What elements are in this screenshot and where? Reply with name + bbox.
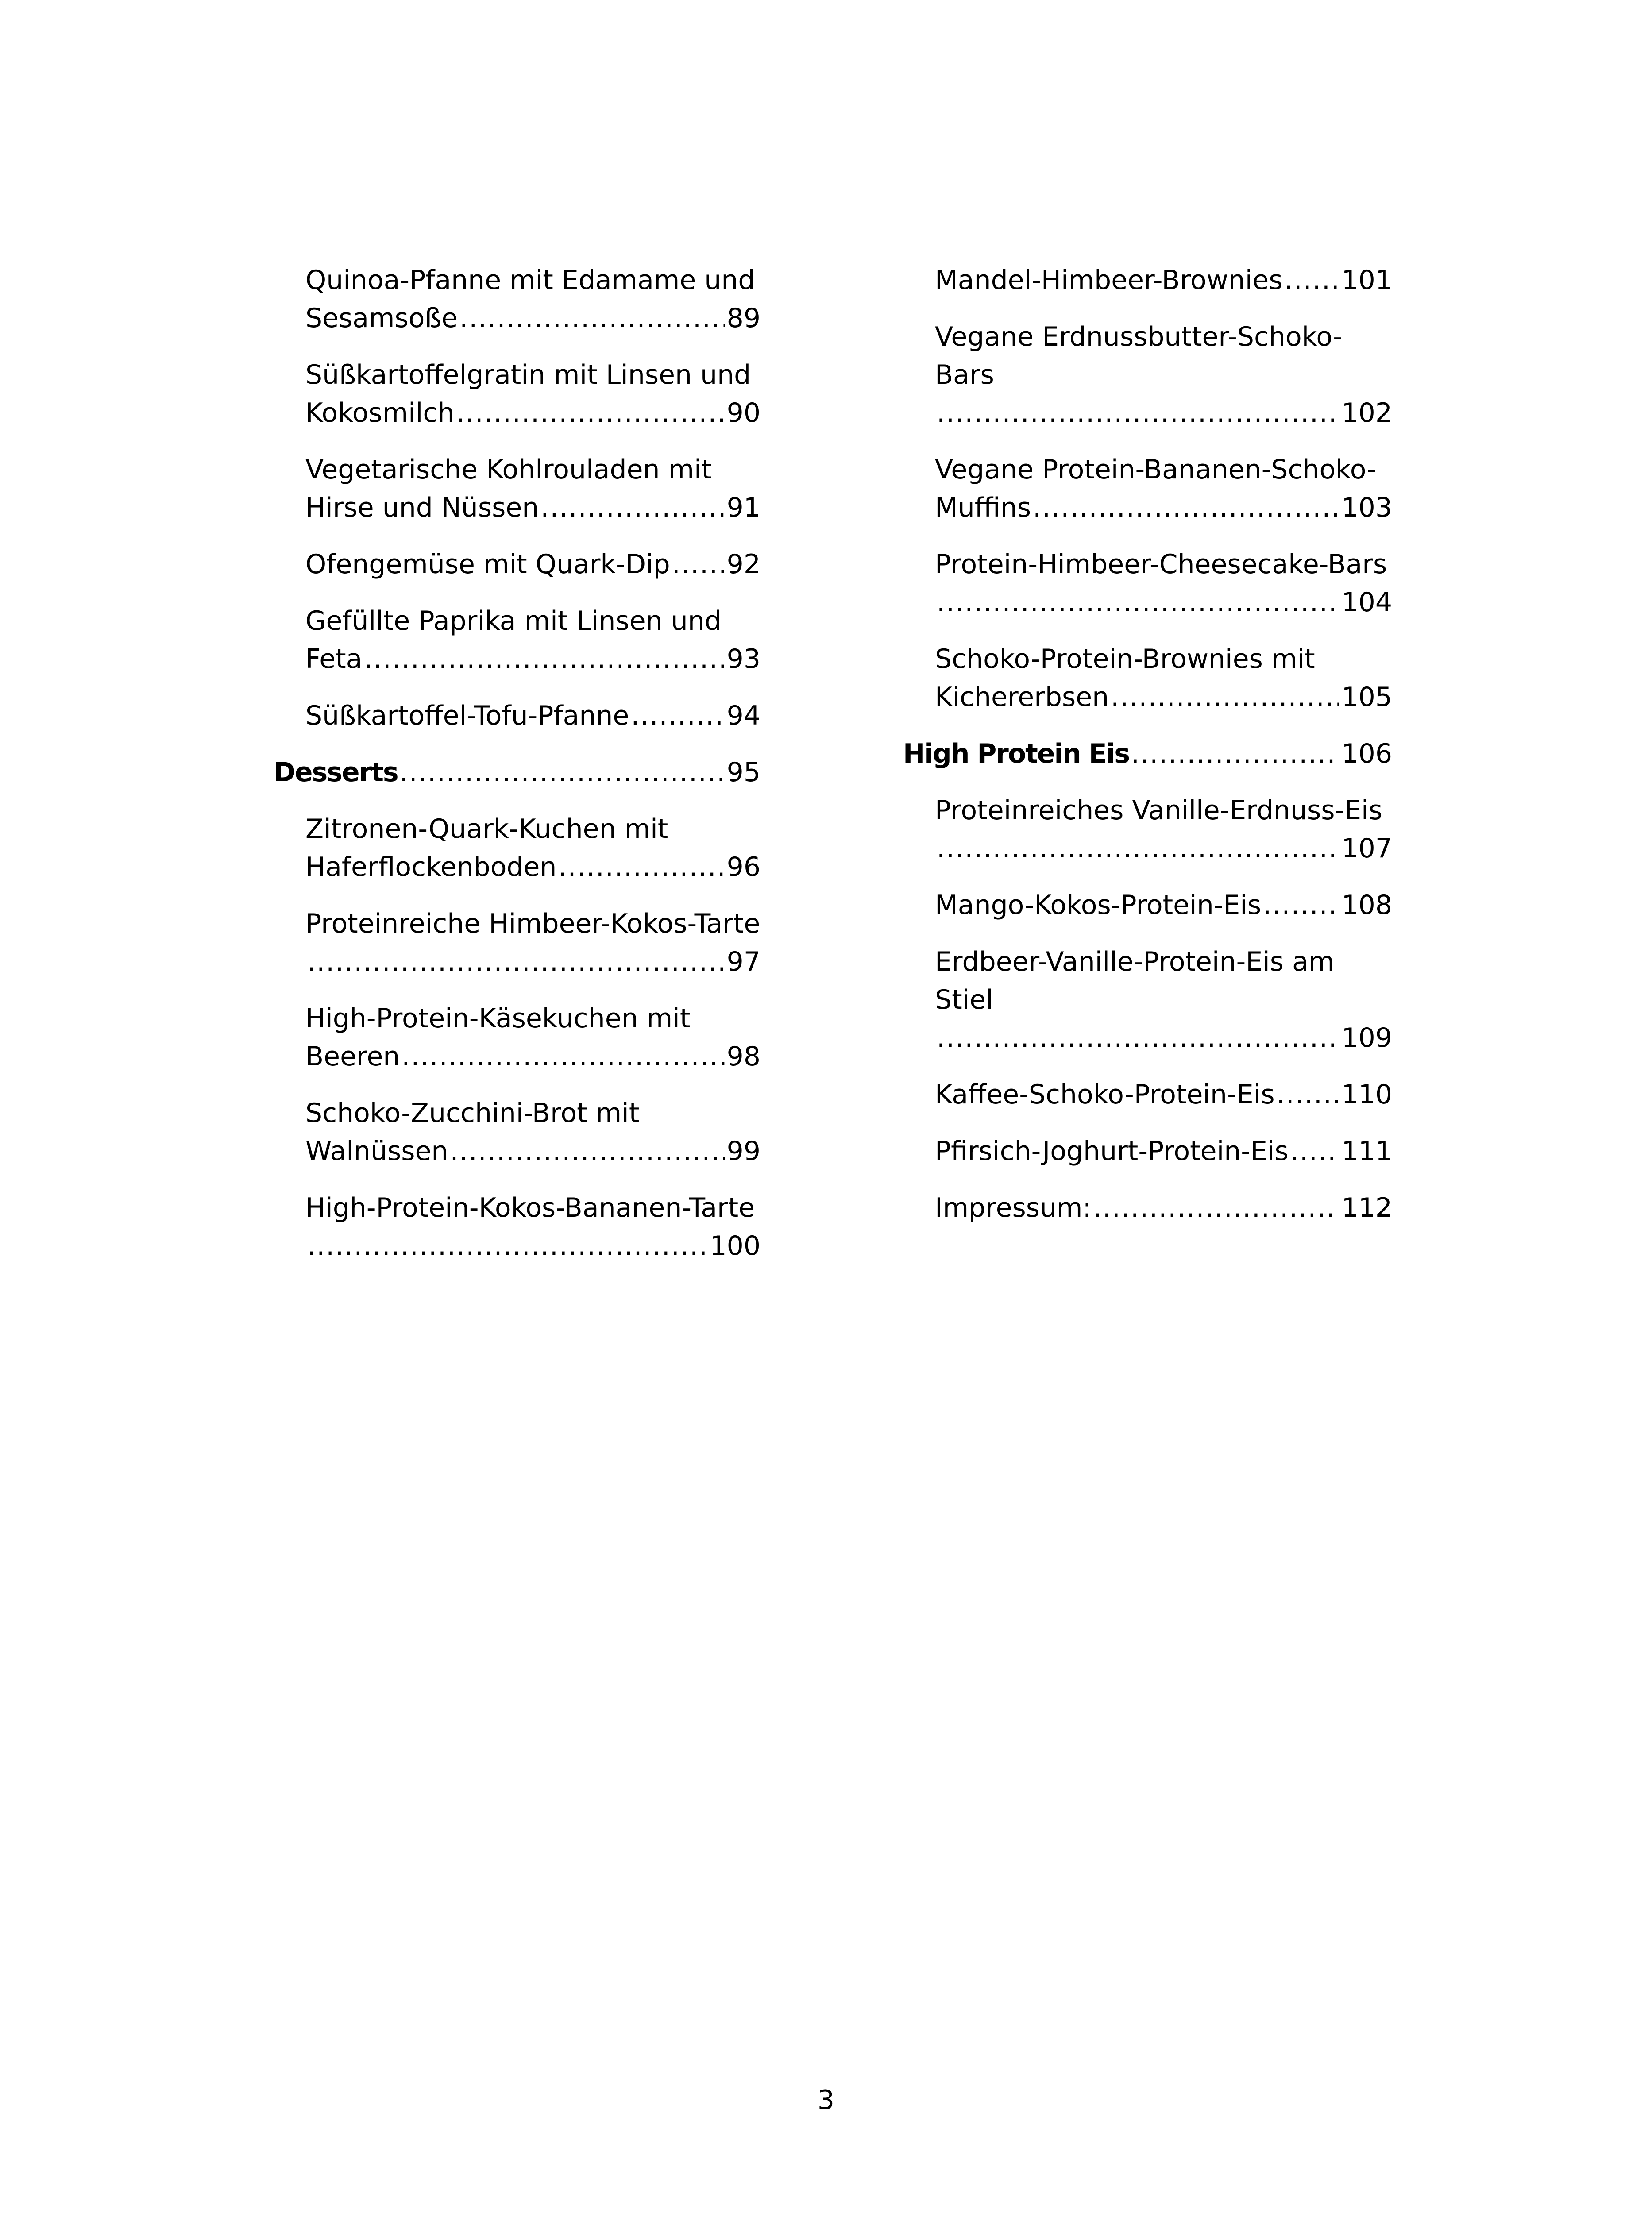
leader-dots bbox=[937, 829, 1339, 867]
toc-entry[interactable] bbox=[903, 545, 1392, 621]
toc-entry-title-cont: Kichererbsen bbox=[935, 682, 1109, 713]
toc-entry-title: Impressum: bbox=[935, 1192, 1092, 1223]
toc-page-number: 107 bbox=[1341, 833, 1392, 864]
toc-entry-title: Protein-Himbeer-Cheesecake-Bars bbox=[935, 549, 1387, 580]
leader-dots bbox=[1131, 735, 1340, 773]
toc-entry-title: Proteinreiches Vanille-Erdnuss-Eis bbox=[935, 795, 1382, 826]
toc-page-number: 104 bbox=[1341, 587, 1392, 618]
toc-entry-title: Vegetarische Kohlrouladen mit bbox=[305, 454, 712, 485]
toc-entry-title: Vegane Protein-Bananen-Schoko- bbox=[935, 454, 1377, 485]
leader-dots bbox=[1111, 678, 1339, 716]
leader-dots bbox=[1263, 886, 1339, 924]
leader-dots bbox=[1290, 1132, 1340, 1170]
toc-entry[interactable] bbox=[903, 943, 1392, 1057]
toc-entry-title: Proteinreiche Himbeer-Kokos-Tarte bbox=[305, 908, 760, 939]
toc-entry[interactable] bbox=[274, 545, 760, 583]
toc-entry-title-cont: Feta bbox=[305, 644, 363, 675]
toc-page-number: 95 bbox=[726, 757, 760, 788]
leader-dots bbox=[450, 1132, 725, 1170]
toc-page-number: 89 bbox=[726, 303, 760, 334]
leader-dots bbox=[1285, 261, 1340, 299]
toc-entry-title-cont: Beeren bbox=[305, 1041, 400, 1072]
toc-section-entry[interactable] bbox=[903, 735, 1392, 773]
leader-dots bbox=[631, 697, 725, 735]
toc-page-number: 110 bbox=[1341, 1079, 1392, 1110]
page-number: 3 bbox=[817, 2085, 835, 2116]
toc-entry-title: Kaffee-Schoko-Protein-Eis bbox=[935, 1079, 1275, 1110]
toc-entry[interactable] bbox=[274, 261, 760, 337]
toc-entry-title-cont: Kokosmilch bbox=[305, 397, 455, 428]
toc-entry-title: Mango-Kokos-Protein-Eis bbox=[935, 890, 1262, 921]
leader-dots bbox=[937, 1019, 1339, 1057]
toc-page-number: 99 bbox=[726, 1136, 760, 1167]
toc-page-number: 109 bbox=[1341, 1022, 1392, 1053]
toc-entry[interactable] bbox=[903, 1132, 1392, 1170]
toc-entry[interactable] bbox=[274, 602, 760, 678]
toc-entry[interactable] bbox=[903, 886, 1392, 924]
toc-entry[interactable] bbox=[274, 999, 760, 1076]
leader-dots bbox=[1033, 489, 1339, 527]
toc-entry-title: High-Protein-Kokos-Bananen-Tarte bbox=[305, 1192, 755, 1223]
toc-entry[interactable] bbox=[903, 451, 1392, 527]
leader-dots bbox=[364, 640, 725, 678]
toc-page-number: 108 bbox=[1341, 890, 1392, 921]
toc-entry-title-cont: Muffins bbox=[935, 492, 1031, 523]
leader-dots bbox=[937, 394, 1339, 432]
leader-dots bbox=[937, 583, 1339, 621]
toc-entry-title: Zitronen-Quark-Kuchen mit bbox=[305, 813, 668, 844]
leader-dots bbox=[456, 394, 725, 432]
toc-entry-title-cont: Haferflockenboden bbox=[305, 852, 557, 883]
toc-entry[interactable] bbox=[903, 1189, 1392, 1227]
toc-entry[interactable] bbox=[903, 640, 1392, 716]
leader-dots bbox=[540, 489, 725, 527]
toc-entry[interactable] bbox=[274, 1094, 760, 1170]
toc-entry[interactable] bbox=[274, 356, 760, 432]
toc-entry[interactable] bbox=[903, 318, 1392, 432]
toc-entry-title-cont: Sesamsoße bbox=[305, 303, 458, 334]
toc-entry-title: Quinoa-Pfanne mit Edamame und bbox=[305, 265, 755, 296]
toc-entry-title: High-Protein-Käsekuchen mit bbox=[305, 1003, 691, 1034]
toc-page-number: 101 bbox=[1341, 265, 1392, 296]
toc-page-number: 106 bbox=[1341, 738, 1392, 769]
toc-entry-title: Gefüllte Paprika mit Linsen und bbox=[305, 605, 722, 636]
toc-entry-title: Pfirsich-Joghurt-Protein-Eis bbox=[935, 1136, 1289, 1167]
toc-page-number: 102 bbox=[1341, 397, 1392, 428]
leader-dots bbox=[672, 545, 725, 583]
toc-page-number: 98 bbox=[726, 1041, 760, 1072]
toc-right-column bbox=[903, 261, 1392, 1245]
toc-entry-title: Ofengemüse mit Quark-Dip bbox=[305, 549, 670, 580]
toc-entry-title: Schoko-Zucchini-Brot mit bbox=[305, 1098, 640, 1129]
toc-entry-title: Schoko-Protein-Brownies mit bbox=[935, 644, 1315, 675]
toc-page-number: 91 bbox=[726, 492, 760, 523]
toc-entry[interactable] bbox=[274, 1189, 760, 1265]
toc-entry-title: Vegane Erdnussbutter-Schoko-Bars bbox=[935, 321, 1343, 390]
toc-entry-title: Mandel-Himbeer-Brownies bbox=[935, 265, 1283, 296]
toc-page-number: 96 bbox=[726, 852, 760, 883]
toc-page-number: 103 bbox=[1341, 492, 1392, 523]
toc-page-number: 94 bbox=[726, 700, 760, 731]
toc-page-number: 93 bbox=[726, 644, 760, 675]
toc-entry[interactable] bbox=[903, 791, 1392, 867]
toc-section-entry[interactable] bbox=[274, 753, 760, 791]
leader-dots bbox=[307, 1227, 708, 1265]
toc-section-title: High Protein Eis bbox=[903, 738, 1129, 769]
toc-left-column bbox=[274, 261, 760, 1284]
toc-entry-title-cont: Hirse und Nüssen bbox=[305, 492, 539, 523]
toc-entry[interactable] bbox=[903, 261, 1392, 299]
toc-page-number: 97 bbox=[726, 946, 760, 977]
toc-page-number: 112 bbox=[1341, 1192, 1392, 1223]
toc-page-number: 92 bbox=[726, 549, 760, 580]
leader-dots bbox=[558, 848, 725, 886]
leader-dots bbox=[459, 299, 725, 337]
toc-section-title: Desserts bbox=[274, 757, 398, 788]
toc-entry[interactable] bbox=[903, 1076, 1392, 1114]
toc-entry-title: Erdbeer-Vanille-Protein-Eis am Stiel bbox=[935, 946, 1335, 1015]
toc-page-number: 111 bbox=[1341, 1136, 1392, 1167]
leader-dots bbox=[401, 1037, 725, 1076]
toc-page-number: 90 bbox=[726, 397, 760, 428]
toc-entry[interactable] bbox=[274, 905, 760, 981]
leader-dots bbox=[1277, 1076, 1340, 1114]
toc-entry[interactable] bbox=[274, 451, 760, 527]
toc-entry[interactable] bbox=[274, 697, 760, 735]
toc-entry-title-cont: Walnüssen bbox=[305, 1136, 448, 1167]
leader-dots bbox=[400, 753, 725, 791]
toc-page-number: 105 bbox=[1341, 682, 1392, 713]
leader-dots bbox=[307, 943, 725, 981]
toc-entry-title: Süßkartoffel-Tofu-Pfanne bbox=[305, 700, 629, 731]
leader-dots bbox=[1093, 1189, 1340, 1227]
toc-page-number: 100 bbox=[710, 1230, 760, 1261]
toc-entry[interactable] bbox=[274, 810, 760, 886]
toc-entry-title: Süßkartoffelgratin mit Linsen und bbox=[305, 359, 751, 390]
